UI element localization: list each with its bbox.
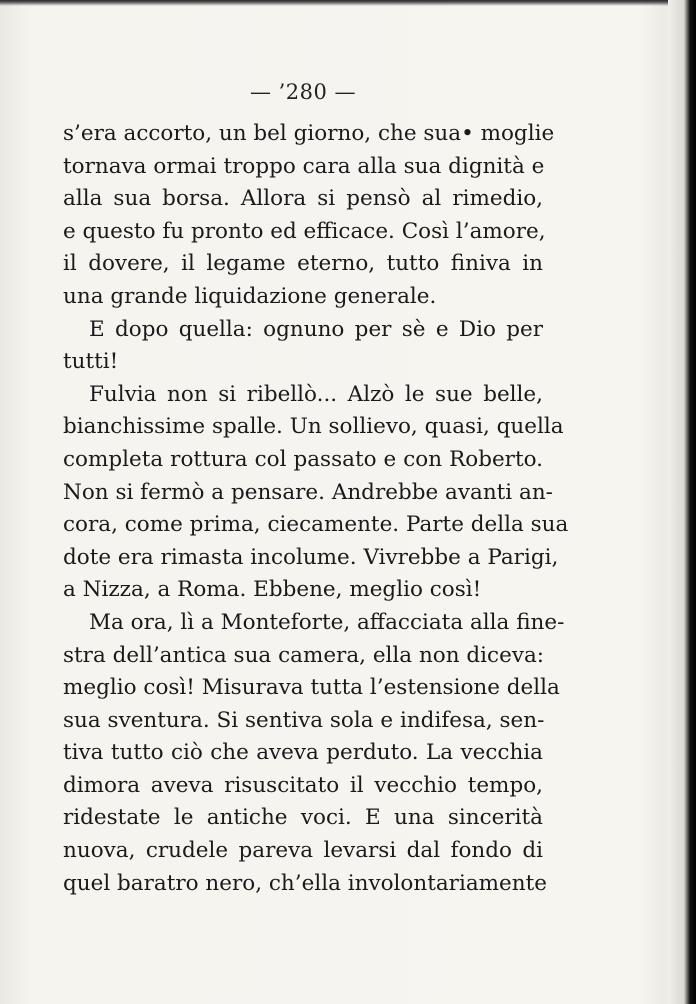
text-line: s’era accorto, un bel giorno, che sua• moglie — [63, 121, 555, 146]
page-number: — ’280 — — [249, 80, 357, 104]
text-line: Fulvia non si ribellò... Alzò le sue belle, — [89, 381, 543, 407]
text-line: stra dell’antica sua camera, ella non diceva: — [63, 642, 545, 668]
text-line: tornava ormai troppo cara alla sua dignità e — [63, 153, 545, 179]
text-line: cora, come prima, ciecamente. Parte della sua — [63, 512, 569, 538]
text-line: quel baratro nero, ch’ella involontariamente — [63, 870, 547, 896]
text-line: una grande liquidazione generale. — [63, 283, 437, 309]
scan-right-edge — [668, 0, 696, 1004]
text-line: meglio così! Misurava tutta l’estensione della — [63, 675, 560, 701]
text-line: il dovere, il legame eterno, tutto finiva in — [63, 251, 543, 277]
text-line: completa rottura col passato e con Roberto. — [63, 446, 543, 472]
text-line: ridestate le antiche voci. E una sincerità — [63, 805, 543, 831]
text-line: tutti! — [63, 349, 119, 375]
text-line: nuova, crudele pareva levarsi dal fondo di — [63, 838, 543, 864]
text-line: bianchissime spalle. Un sollievo, quasi, quella — [63, 414, 564, 440]
text-line: dimora aveva risuscitato il vecchio tempo, — [63, 772, 543, 798]
text-line: Ma ora, lì a Monteforte, affacciata alla fine- — [89, 609, 565, 635]
text-line: E dopo quella: ognuno per sè e Dio per — [89, 316, 543, 342]
text-line: sua sventura. Si sentiva sola e indifesa, sen- — [63, 707, 545, 733]
body-text — [63, 118, 569, 900]
text-line: dote era rimasta incolume. Vivrebbe a Parigi, — [63, 544, 559, 570]
text-line: Non si fermò a pensare. Andrebbe avanti an- — [63, 479, 553, 505]
text-line: a Nizza, a Roma. Ebbene, meglio così! — [63, 577, 482, 603]
scan-top-edge — [0, 0, 696, 6]
text-line: alla sua borsa. Allora si pensò al rimedio, — [63, 186, 543, 212]
text-line: e questo fu pronto ed efficace. Così l’amore, — [63, 218, 546, 244]
text-line: tiva tutto ciò che aveva perduto. La vecchia — [63, 740, 543, 766]
